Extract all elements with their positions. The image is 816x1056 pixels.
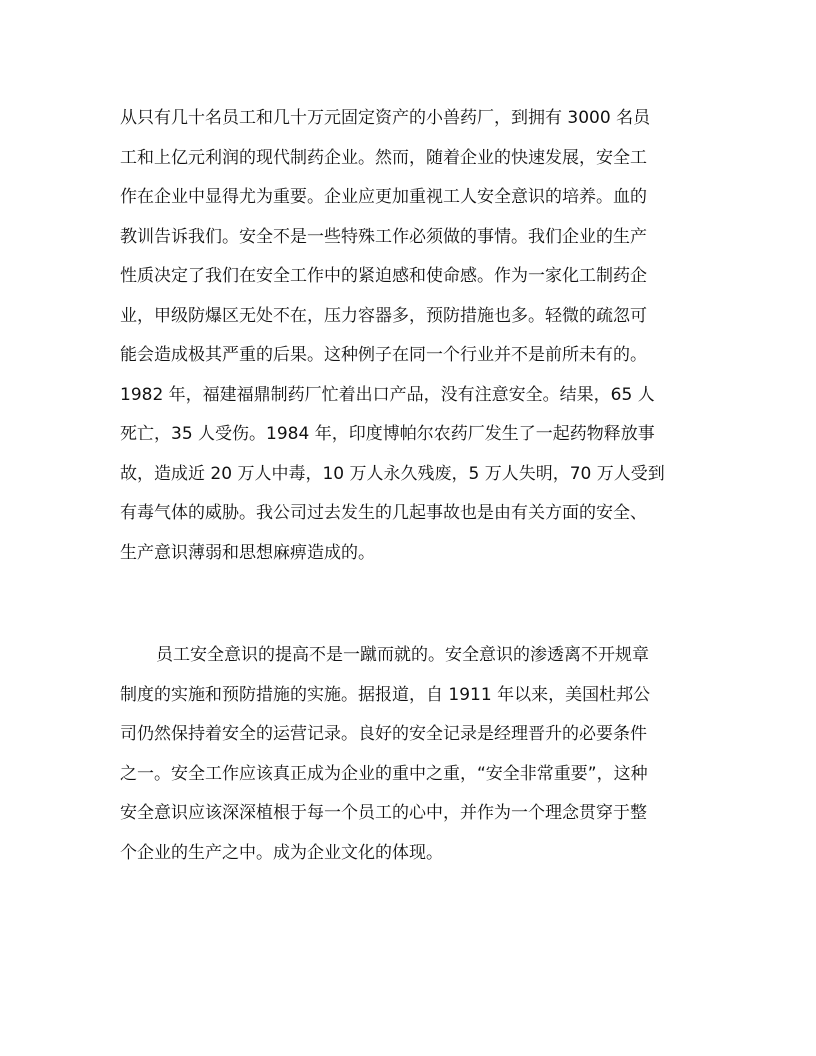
text-line: 从只有几十名员工和几十万元固定资产的小兽药厂，到拥有 3000 名员 [120,108,651,128]
text-line: 教训告诉我们。安全不是一些特殊工作必须做的事情。我们企业的生产 [120,226,647,247]
text-line: 能会造成极其严重的后果。这种例子在同一个行业并不是前所未有的。 [120,345,647,365]
text-line: 业，甲级防爆区无处不在，压力容器多，预防措施也多。轻微的疏忽可 [120,305,647,326]
text-line: 个企业的生产之中。成为企业文化的体现。 [120,842,443,863]
text-line: 之一。安全工作应该真正成为企业的重中之重，“安全非常重要”，这种 [120,763,648,784]
text-line: 有毒气体的威胁。我公司过去发生的几起事故也是由有关方面的安全、 [120,503,647,523]
text-line: 故，造成近 20 万人中毒，10 万人永久残废，5 万人失明，70 万人受到 [120,463,665,484]
text-line: 工和上亿元利润的现代制药企业。然而，随着企业的快速发展，安全工 [120,147,647,168]
paragraph-1 [120,99,700,573]
text-line: 作在企业中显得尤为重要。企业应更加重视工人安全意识的培养。血的 [120,187,647,207]
text-line: 1982 年，福建福鼎制药厂忙着出口产品，没有注意安全。结果，65 人 [120,384,655,405]
text-line: 生产意识薄弱和思想麻痹造成的。 [120,542,375,563]
text-line: 员工安全意识的提高不是一蹴而就的。安全意识的渗透离不开规章 [156,645,649,665]
text-line: 死亡，35 人受伤。1984 年，印度博帕尔农药厂发生了一起药物释放事 [120,424,655,444]
text-line: 性质决定了我们在安全工作中的紧迫感和使命感。作为一家化工制药企 [120,266,647,286]
text-line: 司仍然保持着安全的运营记录。良好的安全记录是经理晋升的必要条件 [120,724,647,744]
paragraph-2 [120,636,700,873]
text-line: 制度的实施和预防措施的实施。据报道，自 1911 年以来，美国杜邦公 [120,684,651,705]
text-line: 安全意识应该深深植根于每一个员工的心中，并作为一个理念贯穿于整 [120,803,647,823]
